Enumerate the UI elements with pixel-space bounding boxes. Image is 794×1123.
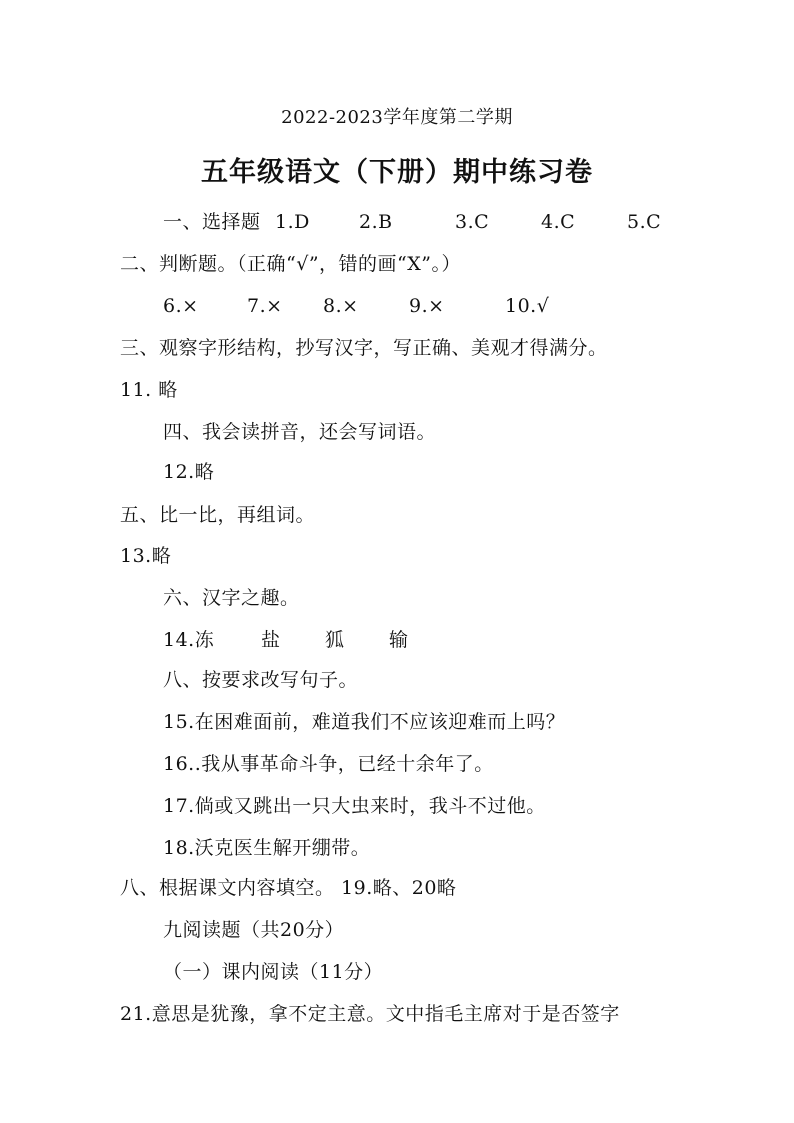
answer-5: 5.C xyxy=(627,211,662,233)
answer-9: 9.× xyxy=(409,295,445,317)
answer-12: 12.略 xyxy=(163,461,215,483)
section5-heading: 五、比一比，再组词。 xyxy=(120,504,316,526)
answer-21: 21.意思是犹豫，拿不定主意。文中指毛主席对于是否签字 xyxy=(120,1003,620,1025)
answer-15: 15.在困难面前，难道我们不应该迎难而上吗？ xyxy=(163,711,566,733)
section1-label: 一、选择题 xyxy=(163,211,261,233)
section8-fill-heading: 八、根据课文内容填空。 19.略、20略 xyxy=(120,877,457,899)
answer-10: 10.√ xyxy=(505,295,550,317)
answer-6: 6.× xyxy=(163,295,199,317)
answer-14-word-4: 输 xyxy=(389,629,409,651)
answer-1: 1.D xyxy=(275,211,310,233)
section6-heading: 六、汉字之趣。 xyxy=(163,587,300,609)
section9-sub1: （一）课内阅读（11分） xyxy=(163,961,384,983)
answer-14-word-2: 盐 xyxy=(261,629,281,651)
answer-3: 3.C xyxy=(455,211,490,233)
answer-17: 17.倘或又跳出一只大虫来时，我斗不过他。 xyxy=(163,795,546,817)
answer-14-word-1: 14.冻 xyxy=(163,629,215,651)
exam-title: 五年级语文（下册）期中练习卷 xyxy=(201,157,593,188)
section2-heading: 二、判断题。（正确“√”，错的画“X”。） xyxy=(120,253,461,275)
section8-rewrite-heading: 八、按要求改写句子。 xyxy=(163,669,359,691)
answer-11: 11. 略 xyxy=(120,379,178,401)
section4-heading: 四、我会读拼音，还会写词语。 xyxy=(163,421,437,443)
answer-4: 4.C xyxy=(541,211,576,233)
answer-2: 2.B xyxy=(359,211,393,233)
answer-14-word-3: 狐 xyxy=(325,629,345,651)
answer-7: 7.× xyxy=(247,295,283,317)
term-subtitle: 2022-2023学年度第二学期 xyxy=(281,107,513,128)
answer-18: 18.沃克医生解开绷带。 xyxy=(163,837,371,859)
section9-heading: 九阅读题（共20分） xyxy=(163,919,345,941)
answer-8: 8.× xyxy=(323,295,359,317)
answer-13: 13.略 xyxy=(120,545,172,567)
answer-16: 16..我从事革命斗争，已经十余年了。 xyxy=(163,753,494,775)
section3-heading: 三、观察字形结构，抄写汉字，写正确、美观才得满分。 xyxy=(120,337,608,359)
